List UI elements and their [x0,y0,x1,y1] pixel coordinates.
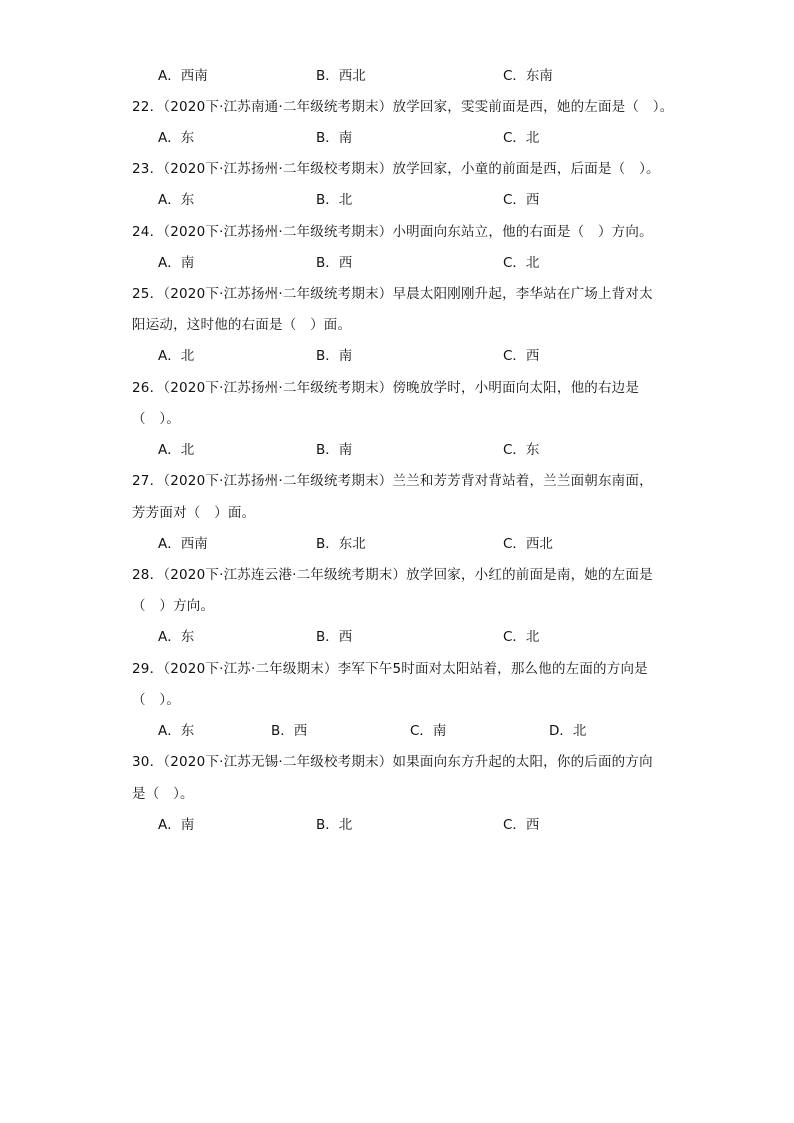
option-a: A．东 [158,192,195,208]
option-a: A．东 [158,723,195,739]
question-30-text-line2: 是（ ）。 [132,786,194,802]
question-29-text-line2: （ ）。 [132,692,181,708]
question-26-text-line1: 26．（2020下·江苏扬州·二年级统考期末）傍晚放学时，小明面向太阳，他的右边是 [132,380,640,396]
option-c: C．东南 [503,68,553,84]
option-c: C．北 [503,629,540,645]
question-22-text: 22．（2020下·江苏南通·二年级统考期末）放学回家，雯雯前面是西，她的左面是（ ）。 [132,99,674,115]
question-28-text-line1: 28．（2020下·江苏连云港·二年级统考期末）放学回家，小红的前面是南，她的左面是 [132,567,653,583]
option-a: A．南 [158,817,195,833]
option-a: A．北 [158,442,195,458]
question-25-text-line2: 阳运动，这时他的右面是（ ）面。 [132,317,352,333]
option-b: B．东北 [316,536,366,552]
option-a: A．西南 [158,536,208,552]
question-28-text-line2: （ ）方向。 [132,598,215,614]
options-row-q27 [0,535,794,553]
option-a: A．东 [158,629,195,645]
option-a: A．南 [158,255,195,271]
option-c: C．西 [503,817,540,833]
options-row-q29 [0,722,794,740]
option-b: B．西 [316,255,353,271]
option-a: A．西南 [158,68,208,84]
question-23-text: 23．（2020下·江苏扬州·二年级校考期末）放学回家，小童的前面是西，后面是（ ）。 [132,161,660,177]
options-row-q22 [0,129,794,147]
question-27-text-line1: 27．（2020下·江苏扬州·二年级统考期末）兰兰和芳芳背对背站着，兰兰面朝东南面， [132,473,653,489]
options-row-q23 [0,191,794,209]
option-b: B．南 [316,442,353,458]
question-25-text-line1: 25．（2020下·江苏扬州·二年级统考期末）早晨太阳刚刚升起，李华站在广场上背对太 [132,286,653,302]
question-24-text: 24．（2020下·江苏扬州·二年级统考期末）小明面向东站立，他的右面是（ ）方向。 [132,224,653,240]
option-b: B．西 [316,629,353,645]
options-row-q21 [0,67,794,85]
option-c: C．西 [503,348,540,364]
question-29-text-line1: 29．（2020下·江苏·二年级期末）李军下午5时面对太阳站着，那么他的左面的方向是 [132,661,648,677]
options-row-q26 [0,441,794,459]
options-row-q28 [0,628,794,646]
option-c: C．南 [410,723,447,739]
option-b: B．北 [316,192,353,208]
question-30-text-line1: 30．（2020下·江苏无锡·二年级校考期末）如果面向东方升起的太阳，你的后面的方向 [132,754,653,770]
option-b: B．西北 [316,68,366,84]
question-27-text-line2: 芳芳面对（ ）面。 [132,505,256,521]
options-row-q25 [0,347,794,365]
question-26-text-line2: （ ）。 [132,411,181,427]
option-d: D．北 [549,723,587,739]
option-c: C．东 [503,442,540,458]
option-b: B．南 [316,348,353,364]
option-b: B．南 [316,130,353,146]
option-c: C．北 [503,130,540,146]
option-a: A．东 [158,130,195,146]
option-c: C．西北 [503,536,553,552]
options-row-q24 [0,254,794,272]
options-row-q30 [0,816,794,834]
option-c: C．西 [503,192,540,208]
option-a: A．北 [158,348,195,364]
option-b: B．北 [316,817,353,833]
option-b: B．西 [271,723,308,739]
option-c: C．北 [503,255,540,271]
